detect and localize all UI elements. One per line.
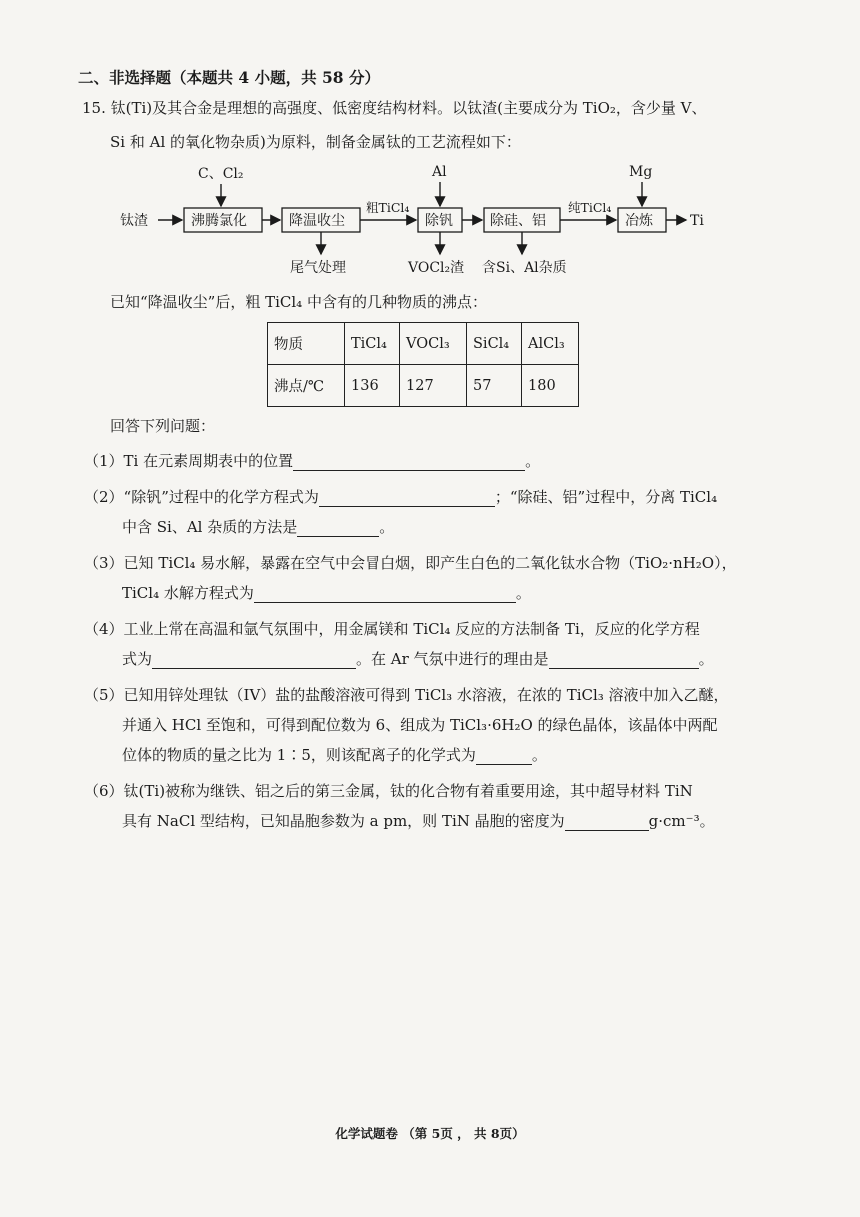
- subquestion-3: [84, 552, 737, 573]
- answer-blank[interactable]: [476, 748, 532, 765]
- question-number: 15.: [82, 99, 106, 117]
- flow-step-1: 沸腾氯化: [191, 213, 247, 229]
- flow-output-3: VOCl₂渣: [408, 260, 465, 276]
- subquestion-3-cont: [122, 582, 531, 603]
- subquestion-text: 式为: [122, 650, 153, 668]
- subquestion-6: [84, 780, 693, 801]
- subquestion-text: 钛(Ti)被称为继铁、铝之后的第三金属，钛的化合物有着重要用途，其中超导材料 TiN: [123, 782, 693, 800]
- subquestion-text: TiCl₄ 水解方程式为: [122, 584, 254, 602]
- subquestion-text: 已知 TiCl₄ 易水解，暴露在空气中会冒白烟，即产生白色的二氧化钛水合物（TiO₂·nH₂O），: [123, 554, 737, 572]
- subquestion-text: 中含 Si、Al 杂质的方法是: [122, 518, 298, 536]
- subquestion-label: （6）: [84, 782, 124, 800]
- subquestion-5-cont2: [122, 744, 547, 765]
- answer-header: 回答下列问题：: [110, 417, 216, 435]
- flow-step-3: 除钒: [425, 213, 453, 229]
- table-row: [268, 323, 579, 365]
- flow-step-2: 降温收尘: [289, 213, 345, 229]
- subquestion-label: （1）: [84, 452, 124, 470]
- subquestion-4-cont: [122, 648, 714, 669]
- subquestion-label: （2）: [84, 488, 124, 506]
- subquestion-text: “除钒”过程中的化学方程式为: [123, 488, 319, 506]
- punctuation: 。: [698, 650, 714, 668]
- subquestion-5: [84, 684, 729, 705]
- subquestion-text: 。在 Ar 气氛中进行的理由是: [356, 650, 549, 668]
- table-cell: VOCl₃: [400, 323, 467, 365]
- question-intro-text-1: 钛(Ti)及其合金是理想的高强度、低密度结构材料。以钛渣(主要成分为 TiO₂，含少量 V、: [110, 99, 707, 117]
- answer-blank[interactable]: [549, 652, 699, 669]
- subquestion-label: （3）: [84, 554, 124, 572]
- punctuation: 。: [525, 452, 541, 470]
- flow-input-3: Al: [432, 164, 447, 180]
- question-intro-line2: Si 和 Al 的氧化物杂质)为原料，制备金属钛的工艺流程如下：: [110, 133, 521, 151]
- subquestion-6-cont: [122, 810, 715, 831]
- flow-output-2: 尾气处理: [290, 260, 346, 276]
- subquestion-text: 工业上常在高温和氩气氛围中，用金属镁和 TiCl₄ 反应的方法制备 Ti，反应的化学方程: [123, 620, 700, 638]
- subquestion-2-cont: [122, 516, 394, 537]
- section-title: 二、非选择题（本题共 4 小题，共 58 分）: [78, 68, 380, 87]
- subquestion-label: （5）: [84, 686, 124, 704]
- table-cell: 127: [400, 365, 467, 407]
- subquestion-label: （4）: [84, 620, 124, 638]
- table-cell: 沸点/℃: [268, 365, 345, 407]
- flow-input-5: Mg: [629, 164, 653, 180]
- punctuation: 。: [699, 812, 715, 830]
- answer-blank[interactable]: [254, 586, 516, 603]
- page-footer: 化学试题卷 （第 5页 ， 共 8页）: [335, 1126, 525, 1141]
- subquestion-text: 已知用锌处理钛（IV）盐的盐酸溶液可得到 TiCl₃ 水溶液，在浓的 TiCl₃ 溶液中加入乙醚，: [123, 686, 729, 704]
- table-cell: AlCl₃: [522, 323, 579, 365]
- table-cell: 物质: [268, 323, 345, 365]
- punctuation: 。: [515, 584, 531, 602]
- flow-input-1: C、Cl₂: [198, 166, 244, 182]
- table-cell: 136: [345, 365, 400, 407]
- answer-blank[interactable]: [297, 520, 379, 537]
- subquestion-2: [84, 486, 717, 507]
- subquestion-text: Ti 在元素周期表中的位置: [123, 452, 294, 470]
- process-flowchart: [120, 160, 720, 280]
- flow-arrow-label-2: 纯TiCl₄: [568, 200, 612, 215]
- known-text: 已知“降温收尘”后，粗 TiCl₄ 中含有的几种物质的沸点：: [110, 293, 487, 311]
- answer-blank[interactable]: [319, 490, 495, 507]
- boiling-point-table: [267, 322, 579, 407]
- punctuation: 。: [379, 518, 395, 536]
- flow-start-label: 钛渣: [120, 213, 148, 229]
- flow-step-4: 除硅、铝: [490, 213, 546, 229]
- table-cell: 180: [522, 365, 579, 407]
- flow-output-4: 含Si、Al杂质: [482, 260, 567, 276]
- answer-blank[interactable]: [152, 652, 356, 669]
- table-cell: SiCl₄: [467, 323, 522, 365]
- table-row: [268, 365, 579, 407]
- table-cell: TiCl₄: [345, 323, 400, 365]
- flow-end-label: Ti: [690, 213, 704, 229]
- question-intro-line1: [82, 98, 706, 118]
- table-cell: 57: [467, 365, 522, 407]
- subquestion-5-cont1: [122, 714, 718, 735]
- subquestion-text: 并通入 HCl 至饱和，可得到配位数为 6、组成为 TiCl₃·6H₂O 的绿色晶体，该晶体中两配: [122, 716, 718, 734]
- subquestion-1: [84, 450, 540, 471]
- answer-blank[interactable]: [293, 454, 525, 471]
- unit-label: g·cm⁻³: [648, 812, 700, 830]
- punctuation: 。: [531, 746, 547, 764]
- flow-step-5: 冶炼: [625, 213, 653, 229]
- subquestion-text: ；“除硅、铝”过程中，分离 TiCl₄: [494, 488, 718, 506]
- answer-blank[interactable]: [565, 814, 649, 831]
- subquestion-text: 具有 NaCl 型结构，已知晶胞参数为 a pm，则 TiN 晶胞的密度为: [122, 812, 565, 830]
- flow-arrow-label-1: 粗TiCl₄: [366, 200, 410, 215]
- subquestion-4: [84, 618, 700, 639]
- subquestion-text: 位体的物质的量之比为 1∶5，则该配离子的化学式为: [122, 746, 476, 764]
